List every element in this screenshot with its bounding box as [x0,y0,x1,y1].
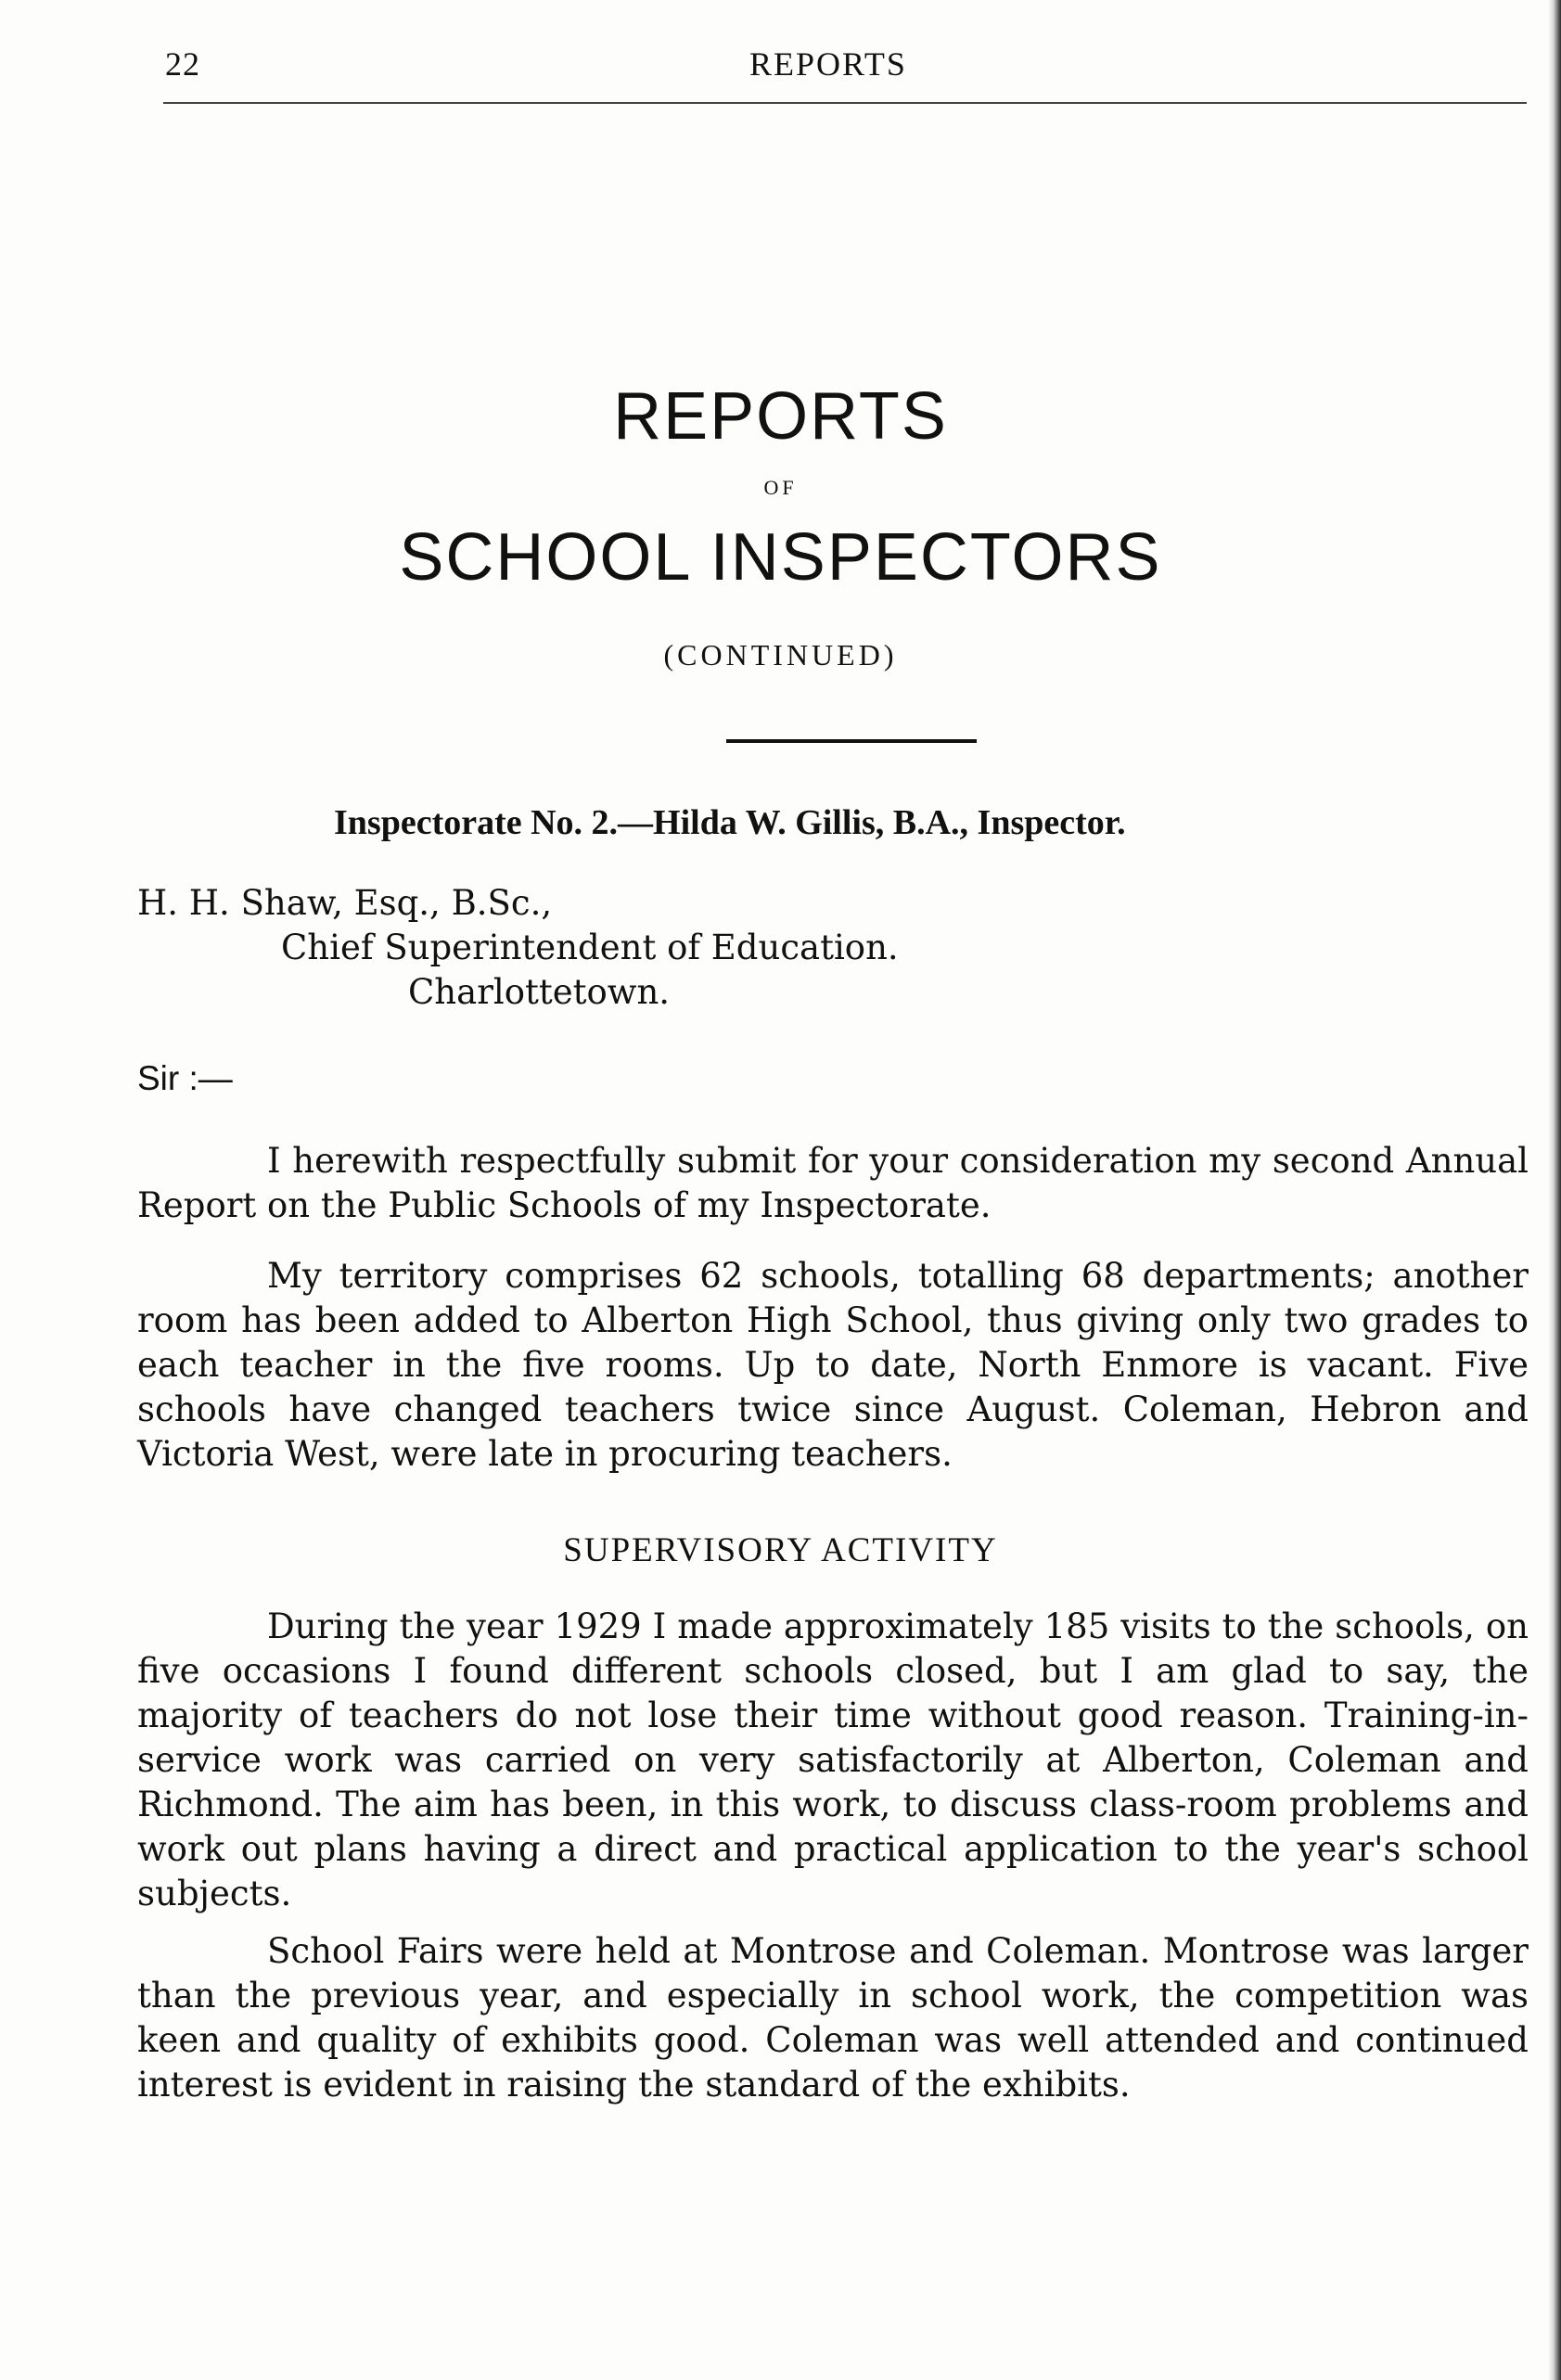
salutation: Sir :— [137,1059,233,1097]
title-school-inspectors: SCHOOL INSPECTORS [399,520,1162,595]
paragraph-1-text: I herewith respectfully submit for your consideration my second Annual Report on the Public Schools of my Inspectorate. [137,1141,1529,1225]
title-of: OF [763,476,798,499]
page-number: 22 [165,45,200,83]
running-head-title: REPORTS [749,45,907,83]
section-heading-supervisory-activity: SUPERVISORY ACTIVITY [563,1531,998,1569]
paragraph-4 [137,1929,1529,2107]
paragraph-2-text: My territory comprises 62 schools, totalling 68 departments; another room has been added to Alberton High School, thus giving only two grades to each teacher in the five rooms. Up to date, North Enmore is vacant. Five schools have changed teachers twice since August. Coleman, Hebron and Victoria West, were late in procuring teachers. [137,1256,1529,1474]
running-head [165,45,1538,100]
addressee-place: Charlottetown. [408,972,671,1012]
inspectorate-heading: Inspectorate No. 2.—Hilda W. Gillis, B.A., Inspector. [334,803,1126,842]
header-rule [163,102,1527,104]
paragraph-3-text: During the year 1929 I made approximately 185 visits to the schools, on five occasions I found different schools closed, but I am glad to say, the majority of teachers do not lose their time without good reason. Training-in-service work was carried on very satisfactorily at Alberton, Coleman and Richmond. The aim has been, in this work, to discuss class-room problems and work out plans having a direct and practical application to the year's school subjects. [137,1606,1529,1913]
title-reports: REPORTS [613,379,948,454]
page-edge-shadow [1548,0,1561,2380]
addressee-name: H. H. Shaw, Esq., B.Sc., [137,883,553,923]
paragraph-4-text: School Fairs were held at Montrose and Coleman. Montrose was larger than the previous year, and especially in school work, the competition was keen and quality of exhibits good. Coleman was well attended and continued interest is evident in raising the standard of the exhibits. [137,1931,1529,2105]
title-divider [726,739,977,743]
paragraph-2 [137,1254,1529,1477]
paragraph-1 [137,1139,1529,1228]
title-continued: (CONTINUED) [663,638,898,672]
addressee-position: Chief Superintendent of Education. [281,928,899,967]
paragraph-3 [137,1605,1529,1916]
